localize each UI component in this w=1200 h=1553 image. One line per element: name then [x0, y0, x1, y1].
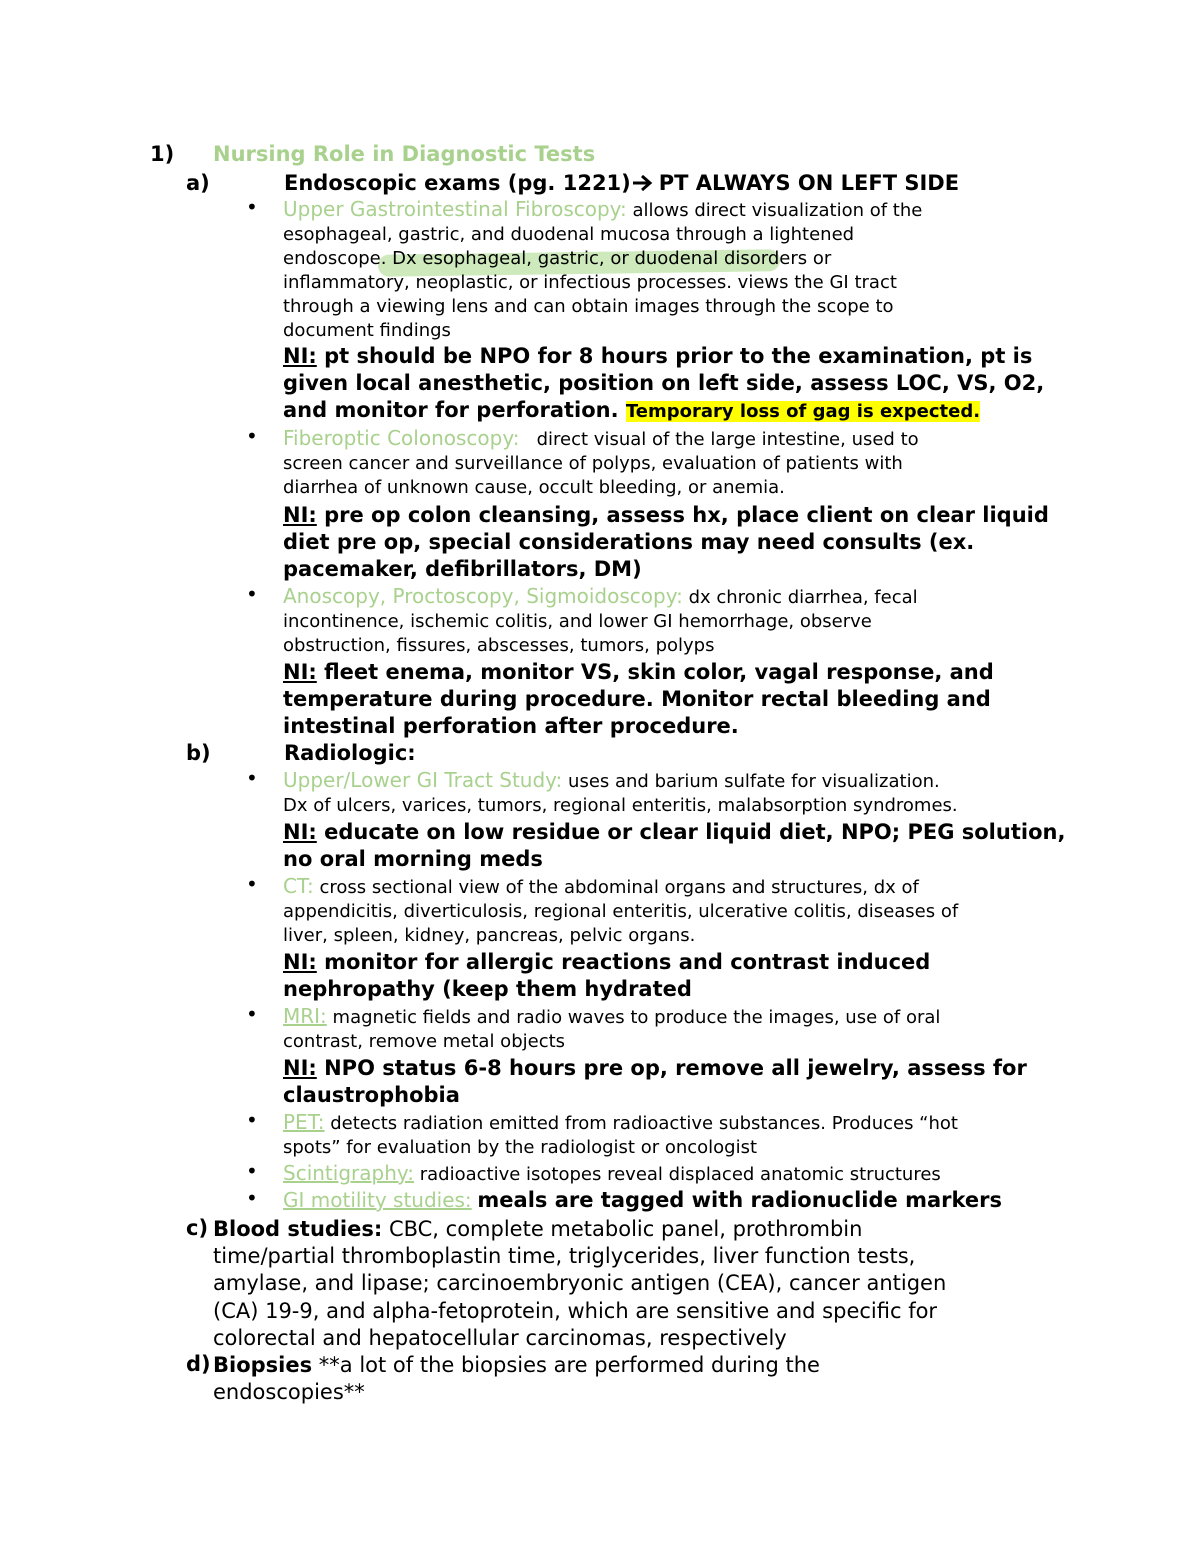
nursing-intervention-upper-gi: [283, 343, 1103, 425]
subsection-letter-d: d): [186, 1352, 211, 1376]
desc-line: detects radiation emitted from radioactive substances. Produces “hot: [330, 1113, 958, 1134]
right-arrow-icon: [631, 174, 653, 192]
desc-line: contrast, remove metal objects: [283, 1031, 566, 1052]
bullet-icon: •: [246, 766, 258, 790]
ni-label: NI:: [283, 344, 317, 368]
desc-line: cross sectional view of the abdominal organs and structures, dx of: [319, 877, 919, 898]
ni-line: temperature during procedure. Monitor rectal bleeding and: [283, 687, 991, 711]
para-line: CBC, complete metabolic panel, prothrombin: [382, 1217, 863, 1241]
list-item-scintigraphy: [283, 1161, 1083, 1187]
bullet-icon: •: [246, 1186, 258, 1210]
list-item-gi-motility: [283, 1188, 1083, 1214]
list-item-upper-gi-fibroscopy: [283, 197, 1083, 343]
desc-line: radioactive isotopes reveal displaced anatomic structures: [419, 1164, 941, 1185]
bullet-icon: •: [246, 582, 258, 606]
term-scintigraphy: Scintigraphy:: [283, 1161, 414, 1185]
list-item-fiberoptic-colonoscopy: [283, 426, 1083, 500]
desc-line: direct visual of the large intestine, used to: [536, 429, 919, 450]
term-pet: PET:: [283, 1110, 325, 1134]
desc-line: incontinence, ischemic colitis, and lower GI hemorrhage, observe: [283, 611, 872, 632]
desc-line: meals are tagged with radionuclide markers: [477, 1188, 1002, 1212]
term-gi-tract-study: Upper/Lower GI Tract Study:: [283, 768, 563, 792]
bullet-icon: •: [246, 1002, 258, 1026]
subsection-letter-a: a): [186, 171, 210, 195]
ni-line: monitor for allergic reactions and contrast induced: [316, 950, 931, 974]
bullet-icon: •: [246, 424, 258, 448]
section-title: Nursing Role in Diagnostic Tests: [213, 142, 596, 166]
bullet-icon: •: [246, 1159, 258, 1183]
list-item-pet: [283, 1110, 1083, 1160]
nursing-intervention-colonoscopy: [283, 502, 1103, 583]
bullet-icon: •: [246, 872, 258, 896]
desc-line: inflammatory, neoplastic, or infectious processes. views the GI tract: [283, 272, 897, 293]
nursing-intervention-gi-tract: [283, 819, 1103, 873]
list-item-gi-tract-study: [283, 768, 1083, 818]
para-line: endoscopies**: [213, 1380, 365, 1405]
desc-line: spots” for evaluation by the radiologist or oncologist: [283, 1137, 758, 1158]
ni-line: pre op colon cleansing, assess hx, place client on clear liquid: [316, 503, 1049, 527]
list-item-mri: [283, 1004, 1083, 1054]
ni-line: nephropathy (keep them hydrated: [283, 977, 692, 1001]
para-line: time/partial thromboplastin time, triglycerides, liver function tests,: [213, 1244, 916, 1269]
nursing-intervention-anoscopy: [283, 659, 1103, 740]
ni-line: educate on low residue or clear liquid diet, NPO; PEG solution,: [316, 820, 1066, 844]
term-gi-motility: GI motility studies:: [283, 1188, 472, 1212]
term-ct: CT:: [283, 874, 314, 898]
desc-line: dx chronic diarrhea, fecal: [688, 587, 918, 608]
bullet-icon: •: [246, 195, 258, 219]
ni-line: fleet enema, monitor VS, skin color, vagal response, and: [316, 660, 994, 684]
ni-line: pt should be NPO for 8 hours prior to the examination, pt is: [316, 344, 1033, 368]
subsection-title-a: [284, 171, 959, 195]
desc-line: endoscope. Dx esophageal, gastric, or duodenal disorders or: [283, 248, 832, 269]
desc-line: appendicitis, diverticulosis, regional enteritis, ulcerative colitis, diseases of: [283, 901, 959, 922]
nursing-intervention-mri: [283, 1055, 1103, 1109]
subsection-title-a-text: Endoscopic exams (pg. 1221): [284, 171, 631, 195]
term-fiberoptic-colonoscopy: Fiberoptic Colonoscopy:: [283, 426, 520, 450]
yellow-highlight-text: Temporary loss of gag is expected.: [625, 401, 981, 422]
desc-line: magnetic fields and radio waves to produce the images, use of oral: [332, 1007, 941, 1028]
ni-line: intestinal perforation after procedure.: [283, 714, 739, 738]
ni-line: NPO status 6-8 hours pre op, remove all jewelry, assess for: [316, 1056, 1027, 1080]
ni-label: NI:: [283, 1056, 317, 1080]
ni-line: diet pre op, special considerations may need consults (ex.: [283, 530, 975, 554]
ni-label: NI:: [283, 503, 317, 527]
desc-line: esophageal, gastric, and duodenal mucosa through a lightened: [283, 224, 855, 245]
ni-label: NI:: [283, 660, 317, 684]
para-line: **a lot of the biopsies are performed during the: [312, 1353, 820, 1377]
bullet-icon: •: [246, 1108, 258, 1132]
subsection-title-a-note: PT ALWAYS ON LEFT SIDE: [658, 171, 960, 195]
biopsies-title: Biopsies: [213, 1353, 313, 1377]
list-item-anoscopy: [283, 584, 1083, 658]
desc-line: diarrhea of unknown cause, occult bleeding, or anemia.: [283, 477, 785, 498]
section-number: 1): [150, 142, 175, 166]
ni-line: claustrophobia: [283, 1083, 460, 1107]
para-line: (CA) 19-9, and alpha-fetoprotein, which are sensitive and specific for: [213, 1298, 938, 1323]
desc-line: allows direct visualization of the: [632, 200, 923, 221]
desc-line: screen cancer and surveillance of polyps, evaluation of patients with: [283, 453, 903, 474]
para-line: amylase, and lipase; carcinoembryonic antigen (CEA), cancer antigen: [213, 1271, 947, 1296]
blood-studies-paragraph: [213, 1216, 1083, 1352]
ni-line: given local anesthetic, position on left side, assess LOC, VS, O2,: [283, 371, 1045, 395]
subsection-letter-c: c): [186, 1216, 209, 1240]
term-anoscopy: Anoscopy, Proctoscopy, Sigmoidoscopy:: [283, 584, 683, 608]
ni-line: and monitor for perforation.: [283, 398, 626, 422]
ni-label: NI:: [283, 950, 317, 974]
desc-line: document findings: [283, 320, 451, 341]
subsection-letter-b: b): [186, 741, 211, 765]
subsection-title-b: Radiologic:: [284, 741, 416, 765]
biopsies-paragraph: [213, 1352, 1083, 1406]
list-item-ct: [283, 874, 1083, 948]
ni-line: pacemaker, defibrillators, DM): [283, 557, 642, 581]
desc-line: through a viewing lens and can obtain images through the scope to: [283, 296, 894, 317]
ni-label: NI:: [283, 820, 317, 844]
para-line: colorectal and hepatocellular carcinomas, respectively: [213, 1325, 787, 1350]
blood-studies-title: Blood studies:: [213, 1217, 383, 1241]
desc-line: Dx of ulcers, varices, tumors, regional enteritis, malabsorption syndromes.: [283, 795, 958, 816]
desc-line: liver, spleen, kidney, pancreas, pelvic organs.: [283, 925, 696, 946]
term-mri: MRI:: [283, 1004, 327, 1028]
desc-line: obstruction, fissures, abscesses, tumors, polyps: [283, 635, 715, 656]
ni-line: no oral morning meds: [283, 847, 543, 871]
desc-line: uses and barium sulfate for visualization.: [568, 771, 940, 792]
nursing-intervention-ct: [283, 949, 1103, 1003]
term-upper-gi-fibroscopy: Upper Gastrointestinal Fibroscopy:: [283, 197, 627, 221]
